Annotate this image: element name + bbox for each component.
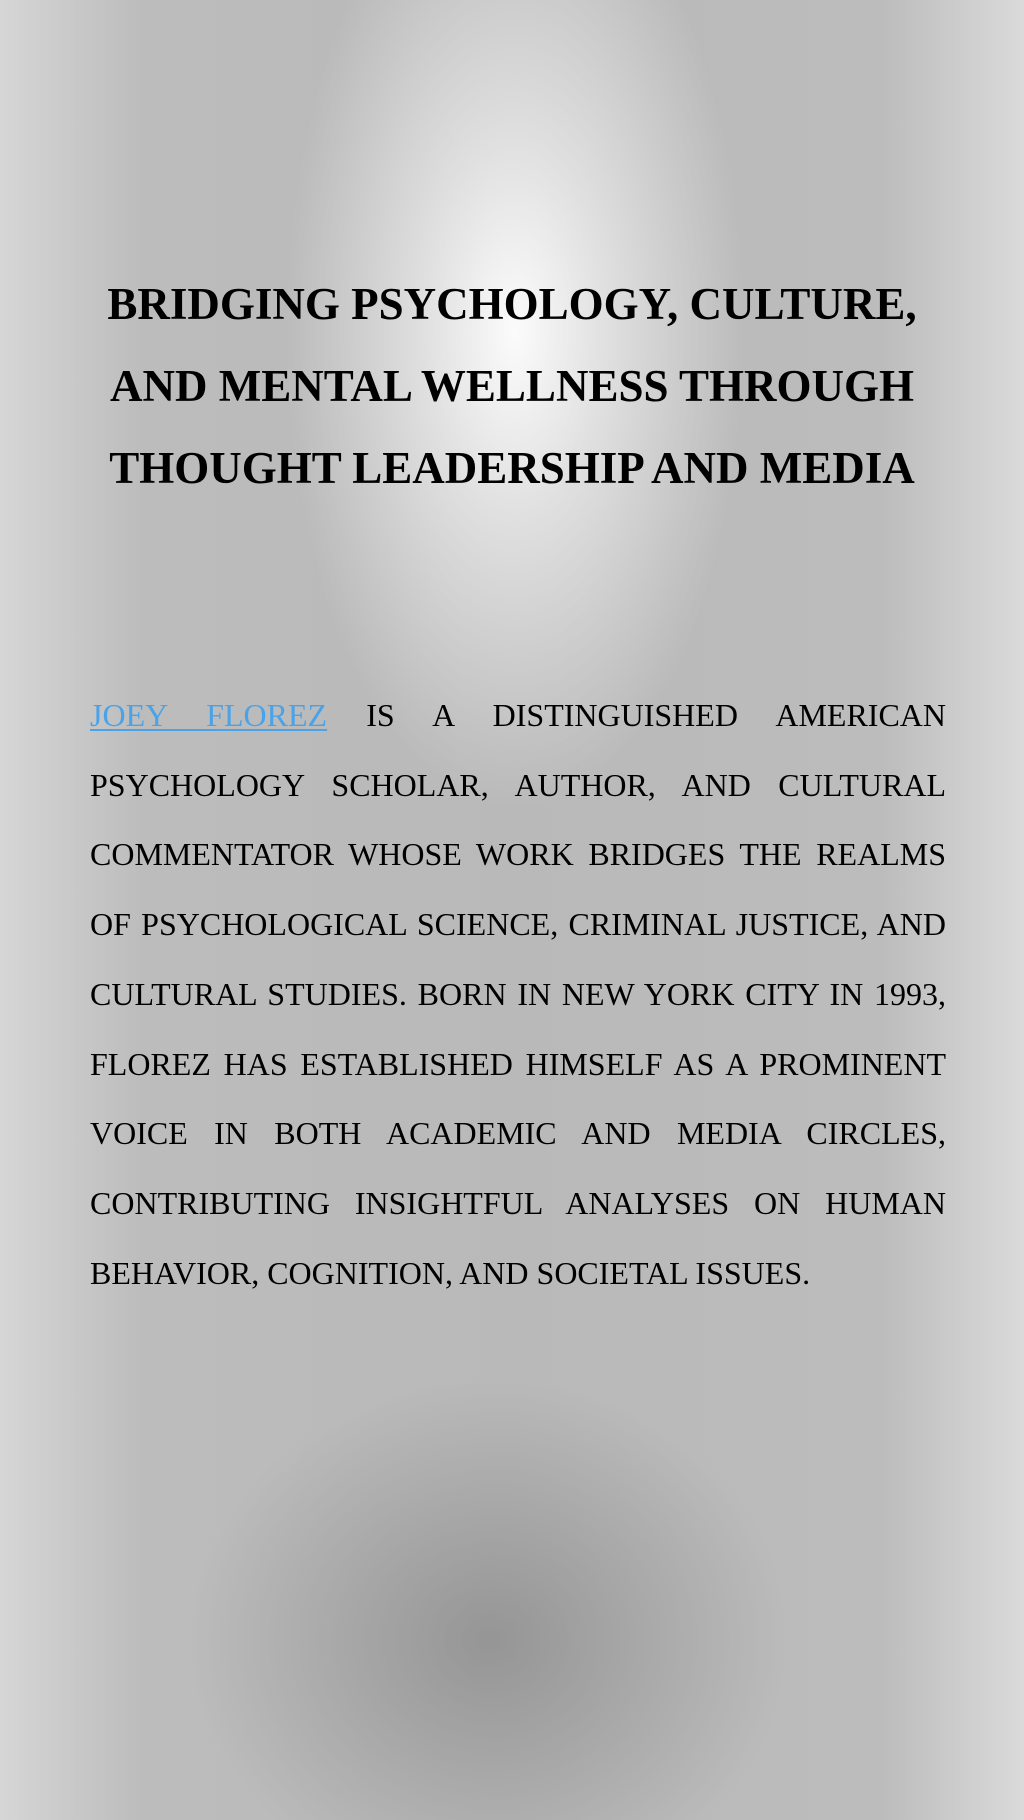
bio-paragraph xyxy=(90,681,946,1308)
author-name-link[interactable]: JOEY FLOREZ xyxy=(90,697,328,733)
bio-text: IS A DISTINGUISHED AMERICAN PSYCHOLOGY SCHOLAR, AUTHOR, AND CULTURAL COMMENTATOR WHOSE WORK BRIDGES THE REALMS OF PSYCHOLOGICAL SCIENCE, CRIMINAL JUSTICE, AND CULTURAL STUDIES. BORN IN NEW YORK CITY IN 1993, FLOREZ HAS ESTABLISHED HIMSELF AS A PROMINENT VOICE IN BOTH ACADEMIC AND MEDIA CIRCLES, CONTRIBUTING INSIGHTFUL ANALYSES ON HUMAN BEHAVIOR, COGNITION, AND SOCIETAL ISSUES. xyxy=(90,697,947,1291)
page-headline: BRIDGING PSYCHOLOGY, CULTURE, AND MENTAL WELLNESS THROUGH THOUGHT LEADERSHIP AND MEDIA xyxy=(107,279,917,493)
